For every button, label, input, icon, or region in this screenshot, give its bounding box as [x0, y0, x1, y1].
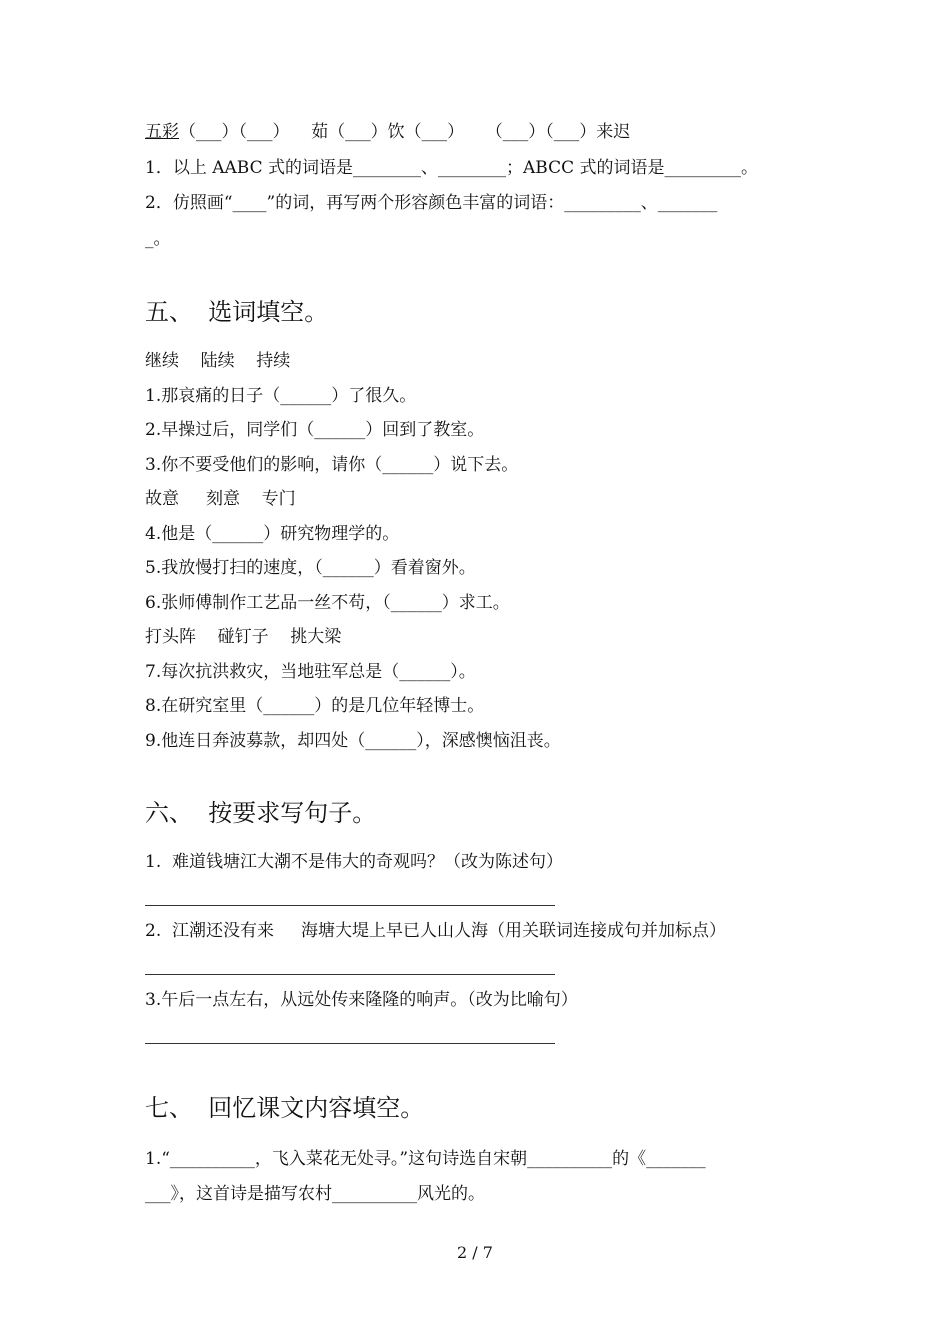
answer-line-3[interactable]: [145, 1043, 555, 1044]
answer-line-2[interactable]: [145, 974, 555, 975]
sec4-question-2-continuation: _。: [145, 229, 171, 249]
sec5-question-7: 7.每次抗洪救灾，当地驻军总是（______）。: [145, 662, 476, 682]
sec5-question-1: 1.那哀痛的日子（______）了很久。: [145, 386, 417, 406]
section-7-title: 七、 回忆课文内容填空。: [145, 1094, 425, 1122]
sec5-question-6: 6.张师傅制作工艺品一丝不苟，（______）求工。: [145, 593, 510, 613]
sec5-question-9: 9.他连日奔波募款，却四处（______），深感懊恼沮丧。: [145, 731, 561, 751]
sec5-question-4: 4.他是（______）研究物理学的。: [145, 524, 400, 544]
color-words-row: [145, 121, 630, 143]
page-number: 2 / 7: [457, 1243, 493, 1262]
word-group-3: 打头阵 碰钉子 挑大梁: [145, 627, 342, 647]
sec4-question-1: 1．以上 AABC 式的词语是________、________；ABCC 式的词语是_________。: [145, 158, 758, 178]
sec5-question-3: 3.你不要受他们的影响，请你（______）说下去。: [145, 455, 519, 475]
sec6-question-3: 3.午后一点左右，从远处传来隆隆的响声。（改为比喻句）: [145, 990, 578, 1010]
section-5-title: 五、 选词填空。: [145, 298, 329, 326]
sec5-question-2: 2.早操过后，同学们（______）回到了教室。: [145, 420, 485, 440]
sec5-question-5: 5.我放慢打扫的速度，（______）看着窗外。: [145, 558, 476, 578]
sec6-question-2: 2. 江潮还没有来 海塘大堤上早已人山人海（用关联词连接成句并加标点）: [145, 921, 727, 941]
sec6-question-1: 1. 难道钱塘江大潮不是伟大的奇观吗？（改为陈述句）: [145, 852, 564, 872]
underlined-word: 五彩: [145, 122, 179, 142]
sec7-question-1-continuation: ___》，这首诗是描写农村__________风光的。: [145, 1184, 485, 1204]
sec4-question-2: 2．仿照画“____”的词，再写两个形容颜色丰富的词语：_________、_______: [145, 193, 718, 213]
word-group-1: 继续 陆续 持续: [145, 351, 291, 371]
section-6-title: 六、 按要求写句子。: [145, 799, 377, 827]
word-group-2: 故意 刻意 专门: [145, 489, 296, 509]
sec7-question-1: 1.“__________，飞入菜花无处寻。”这句诗选自宋朝__________的《_______: [145, 1149, 706, 1169]
sec5-question-8: 8.在研究室里（______）的是几位年轻博士。: [145, 696, 485, 716]
answer-line-1[interactable]: [145, 905, 555, 906]
color-words-blanks: （___）（___） 茹（___）饮（___） （___）（___）来迟: [179, 122, 631, 142]
